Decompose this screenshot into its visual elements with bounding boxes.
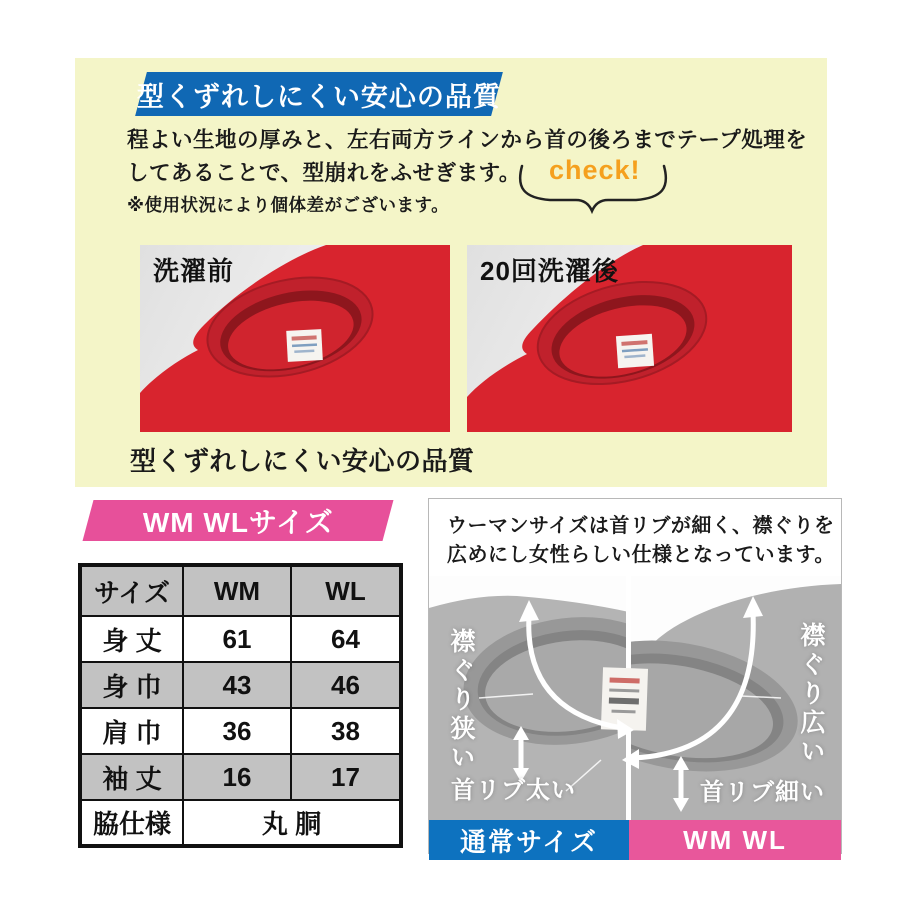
quality-caption: 型くずれしにくい安心の品質 <box>130 446 475 476</box>
before-wash-label: 洗濯前 <box>153 256 235 286</box>
neckline-narrow-label: 襟ぐり狭い <box>447 628 475 773</box>
row-wm: 36 <box>183 708 291 754</box>
row-wl: 38 <box>291 708 401 754</box>
row-wl: 46 <box>291 662 401 708</box>
size-banner-label: WM WLサイズ <box>142 506 334 538</box>
size-table <box>78 563 403 848</box>
collar-comparison-photo <box>429 576 841 820</box>
after-wash-photo <box>467 245 792 432</box>
row-label: 身 巾 <box>80 662 183 708</box>
quality-banner-label: 型くずれしにくい安心の品質 <box>137 81 501 112</box>
size-table-header-row <box>80 565 401 616</box>
footer-value: 丸 胴 <box>183 800 401 846</box>
neck-tag <box>601 667 648 731</box>
row-label: 袖 丈 <box>80 754 183 800</box>
before-wash-photo <box>140 245 450 432</box>
table-row <box>80 708 401 754</box>
check-label: check! <box>549 155 641 185</box>
woman-size-panel <box>428 498 842 857</box>
row-wm: 61 <box>183 616 291 662</box>
quality-description-line2: してあることで、型崩れをふせぎます。 <box>127 161 521 185</box>
quality-panel <box>75 58 827 487</box>
header-wm: WM <box>183 565 291 616</box>
after-wash-label: 20回洗濯後 <box>480 256 619 286</box>
rib-thick-label: 首リブ太い <box>451 777 576 804</box>
woman-desc-line2: 広めにし女性らしい仕様となっています。 <box>447 544 835 566</box>
quality-note: ※使用状況により個体差がございます。 <box>127 195 450 215</box>
row-wl: 64 <box>291 616 401 662</box>
check-brace-icon <box>516 162 672 218</box>
table-row <box>80 662 401 708</box>
wm-wl-bar: WM WL <box>629 820 841 860</box>
quality-description <box>127 124 807 190</box>
header-size: サイズ <box>80 565 183 616</box>
table-row <box>80 754 401 800</box>
row-label: 肩 巾 <box>80 708 183 754</box>
row-wl: 17 <box>291 754 401 800</box>
footer-label: 脇仕様 <box>80 800 183 846</box>
header-wl: WL <box>291 565 401 616</box>
table-footer-row <box>80 800 401 846</box>
woman-size-description <box>429 499 841 570</box>
table-row <box>80 616 401 662</box>
row-wm: 16 <box>183 754 291 800</box>
woman-desc-line1: ウーマンサイズは首リブが細く、襟ぐりを <box>447 515 835 537</box>
quality-banner <box>135 72 503 116</box>
quality-description-line1: 程よい生地の厚みと、左右両方ラインから首の後ろまでテープ処理を <box>127 128 808 152</box>
row-wm: 43 <box>183 662 291 708</box>
comparison-bars <box>429 820 841 860</box>
row-label: 身 丈 <box>80 616 183 662</box>
normal-size-bar: 通常サイズ <box>429 820 629 860</box>
rib-thin-label: 首リブ細い <box>700 779 825 806</box>
neckline-wide-label: 襟ぐり広い <box>797 622 825 767</box>
size-banner <box>83 500 394 541</box>
